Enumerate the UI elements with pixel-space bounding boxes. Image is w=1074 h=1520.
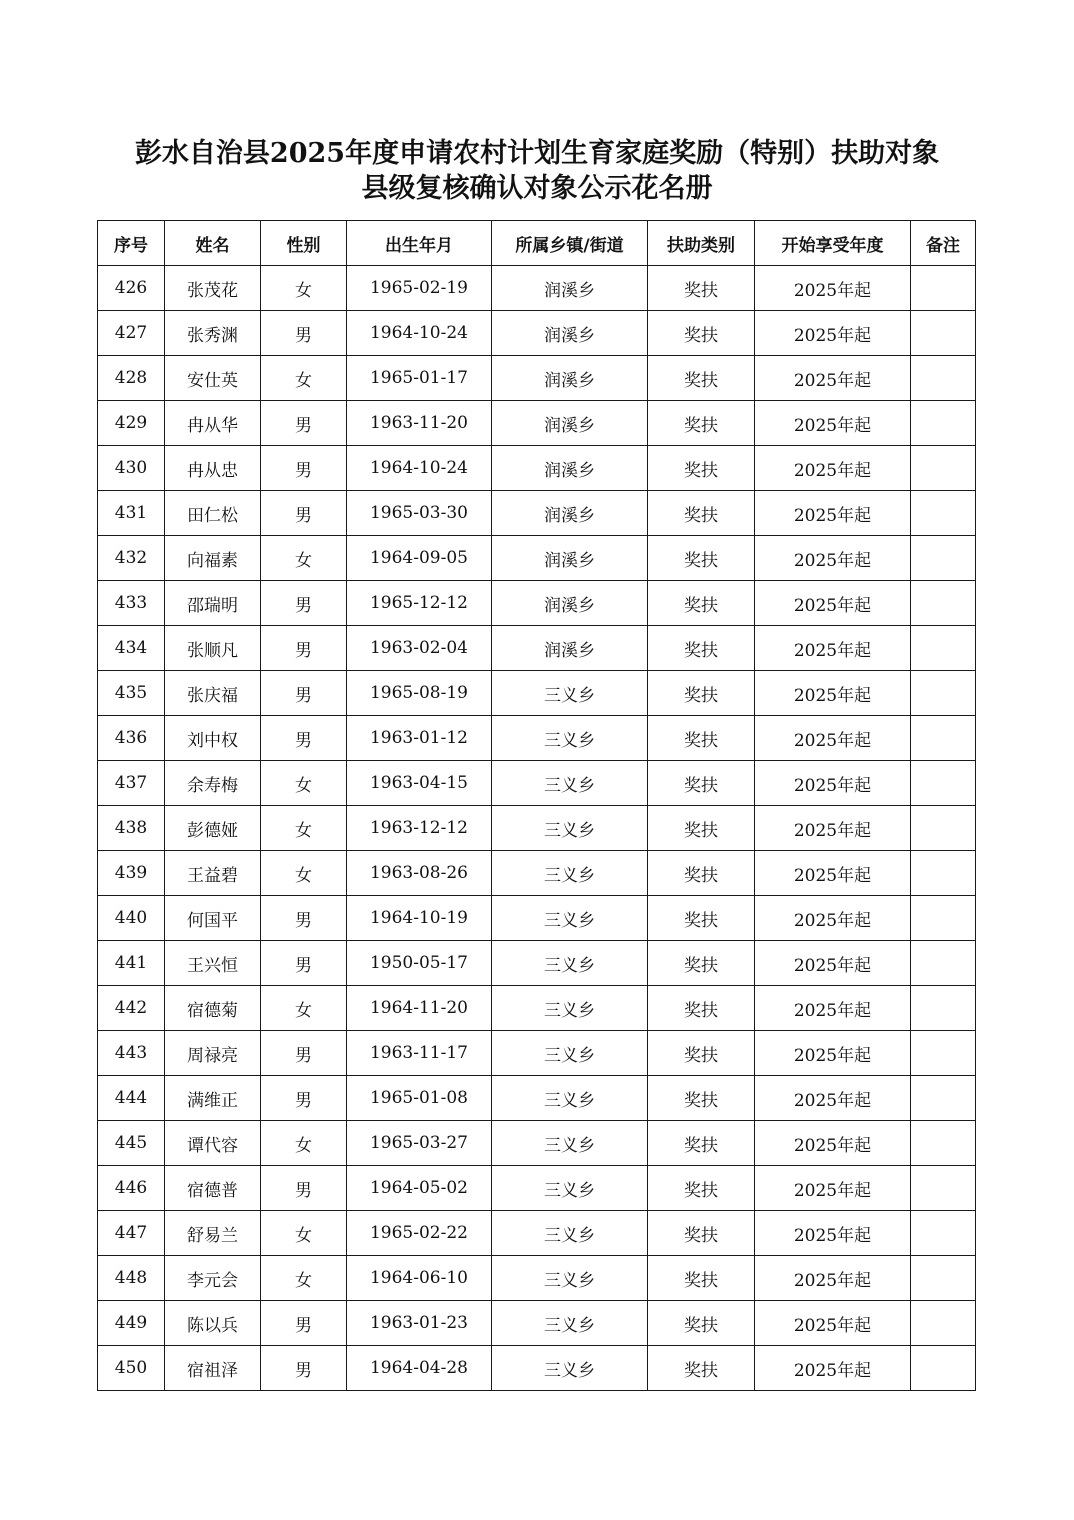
table-row [98, 356, 976, 401]
cell-gender: 男 [261, 401, 347, 446]
cell-remarks [911, 626, 976, 671]
table-row [98, 311, 976, 356]
cell-township: 润溪乡 [492, 581, 648, 626]
table-row [98, 446, 976, 491]
table-row [98, 896, 976, 941]
cell-assistance-type: 奖扶 [648, 671, 755, 716]
cell-remarks [911, 1166, 976, 1211]
cell-serial-number: 437 [98, 761, 165, 806]
cell-remarks [911, 1076, 976, 1121]
cell-remarks [911, 1031, 976, 1076]
table-body [98, 266, 976, 1391]
cell-gender: 男 [261, 1301, 347, 1346]
cell-township: 三义乡 [492, 1256, 648, 1301]
cell-birth-date: 1964-05-02 [347, 1166, 492, 1211]
cell-serial-number: 450 [98, 1346, 165, 1391]
cell-birth-date: 1965-08-19 [347, 671, 492, 716]
cell-township: 三义乡 [492, 851, 648, 896]
cell-birth-date: 1963-11-20 [347, 401, 492, 446]
cell-birth-date: 1964-04-28 [347, 1346, 492, 1391]
cell-start-year: 2025年起 [755, 1211, 911, 1256]
cell-remarks [911, 896, 976, 941]
cell-serial-number: 426 [98, 266, 165, 311]
cell-gender: 女 [261, 1121, 347, 1166]
cell-township: 三义乡 [492, 1076, 648, 1121]
cell-remarks [911, 716, 976, 761]
cell-birth-date: 1965-12-12 [347, 581, 492, 626]
cell-start-year: 2025年起 [755, 1346, 911, 1391]
cell-start-year: 2025年起 [755, 851, 911, 896]
cell-start-year: 2025年起 [755, 671, 911, 716]
cell-birth-date: 1963-04-15 [347, 761, 492, 806]
cell-township: 三义乡 [492, 1166, 648, 1211]
cell-serial-number: 436 [98, 716, 165, 761]
cell-serial-number: 429 [98, 401, 165, 446]
cell-gender: 女 [261, 356, 347, 401]
cell-serial-number: 431 [98, 491, 165, 536]
table-row [98, 1256, 976, 1301]
cell-township: 三义乡 [492, 1031, 648, 1076]
cell-birth-date: 1965-03-30 [347, 491, 492, 536]
cell-birth-date: 1963-01-23 [347, 1301, 492, 1346]
table-row [98, 671, 976, 716]
cell-assistance-type: 奖扶 [648, 626, 755, 671]
cell-gender: 男 [261, 581, 347, 626]
cell-remarks [911, 1211, 976, 1256]
document-title-line-2: 县级复核确认对象公示花名册 [361, 173, 713, 204]
cell-serial-number: 438 [98, 806, 165, 851]
cell-assistance-type: 奖扶 [648, 716, 755, 761]
table-header-row [98, 221, 976, 266]
cell-birth-date: 1963-08-26 [347, 851, 492, 896]
cell-serial-number: 442 [98, 986, 165, 1031]
cell-remarks [911, 1301, 976, 1346]
cell-start-year: 2025年起 [755, 446, 911, 491]
cell-name: 冉从忠 [165, 446, 261, 491]
cell-township: 润溪乡 [492, 311, 648, 356]
cell-remarks [911, 1121, 976, 1166]
cell-start-year: 2025年起 [755, 1166, 911, 1211]
cell-township: 润溪乡 [492, 401, 648, 446]
header-start-year: 开始享受年度 [755, 221, 911, 266]
cell-gender: 女 [261, 536, 347, 581]
cell-remarks [911, 536, 976, 581]
cell-start-year: 2025年起 [755, 986, 911, 1031]
cell-assistance-type: 奖扶 [648, 806, 755, 851]
cell-name: 安仕英 [165, 356, 261, 401]
cell-assistance-type: 奖扶 [648, 986, 755, 1031]
table-row [98, 401, 976, 446]
cell-start-year: 2025年起 [755, 581, 911, 626]
document-title-line-1: 彭水自治县2025年度申请农村计划生育家庭奖励（特别）扶助对象 [134, 138, 940, 169]
cell-name: 谭代容 [165, 1121, 261, 1166]
cell-gender: 男 [261, 626, 347, 671]
cell-start-year: 2025年起 [755, 941, 911, 986]
cell-serial-number: 432 [98, 536, 165, 581]
cell-assistance-type: 奖扶 [648, 1076, 755, 1121]
cell-birth-date: 1964-10-24 [347, 311, 492, 356]
cell-serial-number: 435 [98, 671, 165, 716]
table-row [98, 536, 976, 581]
table-row [98, 941, 976, 986]
cell-start-year: 2025年起 [755, 716, 911, 761]
cell-birth-date: 1965-01-17 [347, 356, 492, 401]
table-row [98, 1031, 976, 1076]
cell-start-year: 2025年起 [755, 401, 911, 446]
cell-name: 宿德普 [165, 1166, 261, 1211]
table-row [98, 1121, 976, 1166]
cell-name: 舒易兰 [165, 1211, 261, 1256]
cell-township: 三义乡 [492, 1301, 648, 1346]
cell-birth-date: 1965-03-27 [347, 1121, 492, 1166]
cell-birth-date: 1963-01-12 [347, 716, 492, 761]
cell-assistance-type: 奖扶 [648, 1166, 755, 1211]
cell-serial-number: 428 [98, 356, 165, 401]
cell-township: 润溪乡 [492, 491, 648, 536]
cell-remarks [911, 401, 976, 446]
cell-township: 三义乡 [492, 716, 648, 761]
table-row [98, 986, 976, 1031]
cell-gender: 女 [261, 761, 347, 806]
cell-township: 润溪乡 [492, 536, 648, 581]
cell-start-year: 2025年起 [755, 356, 911, 401]
cell-name: 彭德娅 [165, 806, 261, 851]
table-row [98, 581, 976, 626]
table-row [98, 1346, 976, 1391]
table-row [98, 626, 976, 671]
cell-name: 周禄亮 [165, 1031, 261, 1076]
cell-assistance-type: 奖扶 [648, 761, 755, 806]
cell-remarks [911, 356, 976, 401]
cell-gender: 男 [261, 491, 347, 536]
cell-remarks [911, 806, 976, 851]
cell-township: 三义乡 [492, 806, 648, 851]
cell-gender: 男 [261, 1346, 347, 1391]
cell-serial-number: 446 [98, 1166, 165, 1211]
cell-birth-date: 1963-11-17 [347, 1031, 492, 1076]
cell-assistance-type: 奖扶 [648, 896, 755, 941]
cell-gender: 女 [261, 806, 347, 851]
cell-assistance-type: 奖扶 [648, 446, 755, 491]
table-row [98, 851, 976, 896]
cell-assistance-type: 奖扶 [648, 851, 755, 896]
cell-serial-number: 441 [98, 941, 165, 986]
cell-remarks [911, 311, 976, 356]
cell-gender: 男 [261, 896, 347, 941]
cell-serial-number: 449 [98, 1301, 165, 1346]
cell-assistance-type: 奖扶 [648, 356, 755, 401]
cell-name: 张庆福 [165, 671, 261, 716]
cell-remarks [911, 851, 976, 896]
cell-name: 冉从华 [165, 401, 261, 446]
cell-township: 润溪乡 [492, 266, 648, 311]
cell-serial-number: 443 [98, 1031, 165, 1076]
cell-remarks [911, 1256, 976, 1301]
cell-assistance-type: 奖扶 [648, 1121, 755, 1166]
cell-name: 陈以兵 [165, 1301, 261, 1346]
cell-birth-date: 1950-05-17 [347, 941, 492, 986]
cell-serial-number: 444 [98, 1076, 165, 1121]
cell-name: 余寿梅 [165, 761, 261, 806]
cell-name: 刘中权 [165, 716, 261, 761]
cell-township: 三义乡 [492, 761, 648, 806]
table-row [98, 806, 976, 851]
cell-birth-date: 1963-12-12 [347, 806, 492, 851]
cell-birth-date: 1965-01-08 [347, 1076, 492, 1121]
cell-assistance-type: 奖扶 [648, 1301, 755, 1346]
cell-remarks [911, 581, 976, 626]
cell-remarks [911, 491, 976, 536]
cell-start-year: 2025年起 [755, 626, 911, 671]
cell-remarks [911, 941, 976, 986]
cell-start-year: 2025年起 [755, 806, 911, 851]
cell-name: 向福素 [165, 536, 261, 581]
cell-township: 三义乡 [492, 1121, 648, 1166]
cell-township: 润溪乡 [492, 626, 648, 671]
cell-start-year: 2025年起 [755, 1031, 911, 1076]
cell-serial-number: 427 [98, 311, 165, 356]
cell-start-year: 2025年起 [755, 1256, 911, 1301]
cell-start-year: 2025年起 [755, 896, 911, 941]
cell-name: 满维正 [165, 1076, 261, 1121]
cell-name: 王兴恒 [165, 941, 261, 986]
cell-township: 三义乡 [492, 1211, 648, 1256]
cell-assistance-type: 奖扶 [648, 941, 755, 986]
cell-birth-date: 1965-02-22 [347, 1211, 492, 1256]
cell-gender: 男 [261, 941, 347, 986]
cell-name: 宿德菊 [165, 986, 261, 1031]
cell-remarks [911, 446, 976, 491]
cell-assistance-type: 奖扶 [648, 1346, 755, 1391]
cell-name: 张茂花 [165, 266, 261, 311]
cell-name: 邵瑞明 [165, 581, 261, 626]
table-row [98, 266, 976, 311]
cell-name: 宿祖泽 [165, 1346, 261, 1391]
cell-serial-number: 445 [98, 1121, 165, 1166]
cell-name: 李元会 [165, 1256, 261, 1301]
cell-gender: 女 [261, 1211, 347, 1256]
cell-remarks [911, 266, 976, 311]
cell-serial-number: 433 [98, 581, 165, 626]
table-row [98, 761, 976, 806]
cell-assistance-type: 奖扶 [648, 491, 755, 536]
header-remarks: 备注 [911, 221, 976, 266]
cell-serial-number: 430 [98, 446, 165, 491]
cell-name: 何国平 [165, 896, 261, 941]
cell-start-year: 2025年起 [755, 761, 911, 806]
cell-township: 三义乡 [492, 671, 648, 716]
cell-start-year: 2025年起 [755, 1301, 911, 1346]
cell-gender: 男 [261, 1166, 347, 1211]
cell-birth-date: 1963-02-04 [347, 626, 492, 671]
cell-township: 三义乡 [492, 986, 648, 1031]
header-name: 姓名 [165, 221, 261, 266]
cell-name: 张秀渊 [165, 311, 261, 356]
cell-gender: 男 [261, 716, 347, 761]
cell-birth-date: 1965-02-19 [347, 266, 492, 311]
cell-assistance-type: 奖扶 [648, 1031, 755, 1076]
cell-assistance-type: 奖扶 [648, 536, 755, 581]
table-row [98, 1166, 976, 1211]
cell-birth-date: 1964-06-10 [347, 1256, 492, 1301]
cell-start-year: 2025年起 [755, 536, 911, 581]
table-row [98, 1076, 976, 1121]
cell-start-year: 2025年起 [755, 311, 911, 356]
cell-serial-number: 448 [98, 1256, 165, 1301]
cell-start-year: 2025年起 [755, 1121, 911, 1166]
cell-start-year: 2025年起 [755, 266, 911, 311]
cell-serial-number: 447 [98, 1211, 165, 1256]
cell-remarks [911, 1346, 976, 1391]
cell-township: 三义乡 [492, 1346, 648, 1391]
header-gender: 性别 [261, 221, 347, 266]
cell-gender: 男 [261, 311, 347, 356]
cell-remarks [911, 671, 976, 716]
cell-township: 三义乡 [492, 896, 648, 941]
cell-serial-number: 434 [98, 626, 165, 671]
cell-gender: 女 [261, 986, 347, 1031]
cell-birth-date: 1964-10-19 [347, 896, 492, 941]
cell-gender: 男 [261, 1076, 347, 1121]
table-row [98, 1211, 976, 1256]
cell-gender: 男 [261, 446, 347, 491]
cell-gender: 男 [261, 1031, 347, 1076]
cell-start-year: 2025年起 [755, 491, 911, 536]
cell-serial-number: 439 [98, 851, 165, 896]
cell-assistance-type: 奖扶 [648, 1256, 755, 1301]
table-row [98, 716, 976, 761]
cell-township: 三义乡 [492, 941, 648, 986]
header-serial-number: 序号 [98, 221, 165, 266]
cell-township: 润溪乡 [492, 356, 648, 401]
cell-gender: 女 [261, 266, 347, 311]
header-township: 所属乡镇/街道 [492, 221, 648, 266]
header-assistance-type: 扶助类别 [648, 221, 755, 266]
cell-name: 王益碧 [165, 851, 261, 896]
cell-gender: 女 [261, 851, 347, 896]
cell-assistance-type: 奖扶 [648, 1211, 755, 1256]
table-row [98, 491, 976, 536]
cell-birth-date: 1964-11-20 [347, 986, 492, 1031]
cell-name: 田仁松 [165, 491, 261, 536]
cell-start-year: 2025年起 [755, 1076, 911, 1121]
cell-birth-date: 1964-10-24 [347, 446, 492, 491]
cell-name: 张顺凡 [165, 626, 261, 671]
cell-assistance-type: 奖扶 [648, 401, 755, 446]
cell-assistance-type: 奖扶 [648, 311, 755, 356]
cell-gender: 男 [261, 671, 347, 716]
cell-township: 润溪乡 [492, 446, 648, 491]
cell-assistance-type: 奖扶 [648, 581, 755, 626]
table-row [98, 1301, 976, 1346]
cell-assistance-type: 奖扶 [648, 266, 755, 311]
cell-remarks [911, 761, 976, 806]
cell-birth-date: 1964-09-05 [347, 536, 492, 581]
cell-remarks [911, 986, 976, 1031]
cell-serial-number: 440 [98, 896, 165, 941]
roster-table [97, 220, 976, 1391]
header-birth-date: 出生年月 [347, 221, 492, 266]
cell-gender: 女 [261, 1256, 347, 1301]
